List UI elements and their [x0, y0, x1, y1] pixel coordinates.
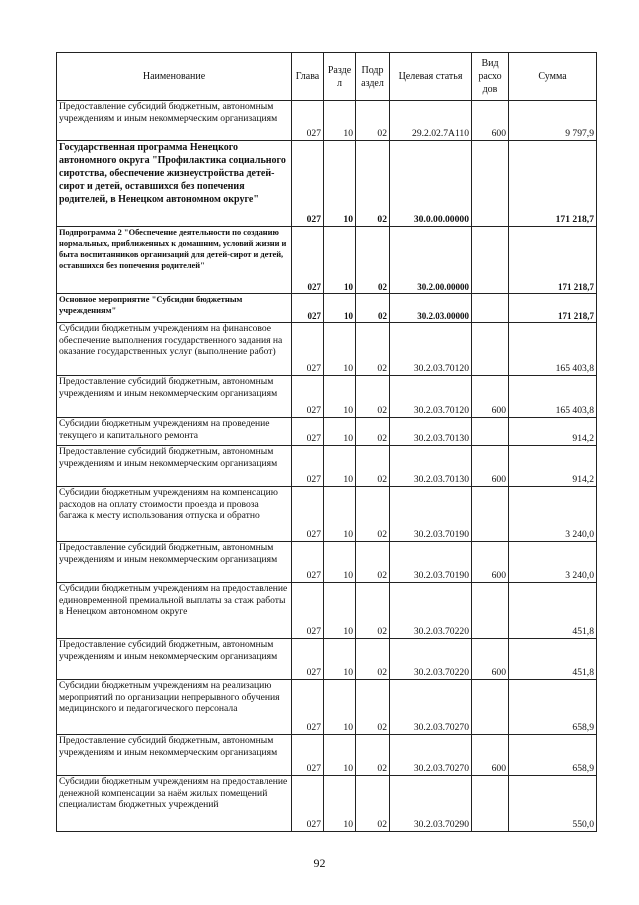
cell-razdel: 10 [324, 735, 356, 776]
cell-name: Субсидии бюджетным учреждениям на предоставление денежной компенсации за наём жилых помещений специалистам бюджетных учреждений [57, 776, 292, 832]
cell-vid [472, 776, 509, 832]
table-row [57, 735, 597, 776]
header-vid-line3: дов [482, 84, 498, 95]
cell-glava: 027 [292, 776, 324, 832]
cell-name: Предоставление субсидий бюджетным, автономным учреждениям и иным некоммерческим организациям [57, 639, 292, 680]
cell-vid: 600 [472, 376, 509, 418]
cell-celevaya: 30.2.03.70270 [390, 735, 472, 776]
table-row [57, 680, 597, 735]
cell-vid [472, 323, 509, 376]
cell-glava: 027 [292, 735, 324, 776]
header-row [57, 53, 597, 101]
table-row [57, 639, 597, 680]
cell-razdel: 10 [324, 776, 356, 832]
header-vid-line2: расхо [478, 71, 502, 82]
cell-razdel: 10 [324, 141, 356, 227]
cell-glava: 027 [292, 101, 324, 141]
cell-glava: 027 [292, 141, 324, 227]
cell-celevaya: 30.2.03.70270 [390, 680, 472, 735]
cell-name: Субсидии бюджетным учреждениям на реализацию мероприятий по организации непрерывного обучения медицинского и педагогического персонала [57, 680, 292, 735]
cell-vid [472, 680, 509, 735]
cell-glava: 027 [292, 446, 324, 487]
header-celevaya: Целевая статья [390, 53, 472, 101]
cell-razdel: 10 [324, 680, 356, 735]
cell-summa: 171 218,7 [509, 294, 597, 323]
cell-glava: 027 [292, 294, 324, 323]
cell-summa: 3 240,0 [509, 542, 597, 583]
cell-name: Предоставление субсидий бюджетным, автономным учреждениям и иным некоммерческим организациям [57, 735, 292, 776]
cell-summa: 3 240,0 [509, 487, 597, 542]
cell-name: Субсидии бюджетным учреждениям на компенсацию расходов на оплату стоимости проезда и провоза багажа к месту использования отпуска и обратно [57, 487, 292, 542]
cell-podrazdel: 02 [356, 487, 390, 542]
cell-summa: 451,8 [509, 583, 597, 639]
cell-name: Предоставление субсидий бюджетным, автономным учреждениям и иным некоммерческим организациям [57, 376, 292, 418]
cell-vid [472, 418, 509, 446]
cell-summa: 171 218,7 [509, 141, 597, 227]
cell-celevaya: 30.2.03.70290 [390, 776, 472, 832]
table-row [57, 141, 597, 227]
header-summa: Сумма [509, 53, 597, 101]
header-podrazdel-line2: аздел [361, 77, 384, 89]
header-razdel-line2: л [337, 77, 342, 89]
cell-glava: 027 [292, 227, 324, 294]
cell-podrazdel: 02 [356, 294, 390, 323]
cell-razdel: 10 [324, 376, 356, 418]
cell-podrazdel: 02 [356, 776, 390, 832]
cell-name: Субсидии бюджетным учреждениям на проведение текущего и капитального ремонта [57, 418, 292, 446]
cell-celevaya: 30.2.03.00000 [390, 294, 472, 323]
cell-razdel: 10 [324, 418, 356, 446]
cell-razdel: 10 [324, 101, 356, 141]
table-row [57, 418, 597, 446]
cell-podrazdel: 02 [356, 639, 390, 680]
cell-celevaya: 30.2.03.70190 [390, 487, 472, 542]
budget-table [56, 52, 597, 832]
cell-razdel: 10 [324, 227, 356, 294]
cell-celevaya: 30.2.03.70120 [390, 323, 472, 376]
table-row [57, 376, 597, 418]
cell-name: Субсидии бюджетным учреждениям на предоставление единовременной премиальной выплаты за стаж работы в Ненецком автономном округе [57, 583, 292, 639]
cell-vid: 600 [472, 101, 509, 141]
cell-celevaya: 30.2.03.70130 [390, 418, 472, 446]
cell-celevaya: 30.2.03.70130 [390, 446, 472, 487]
cell-glava: 027 [292, 487, 324, 542]
cell-razdel: 10 [324, 446, 356, 487]
cell-podrazdel: 02 [356, 101, 390, 141]
header-name: Наименование [57, 53, 292, 101]
cell-summa: 165 403,8 [509, 376, 597, 418]
cell-summa: 451,8 [509, 639, 597, 680]
cell-name: Подпрограмма 2 "Обеспечение деятельности по созданию нормальных, приближенных к домашним, условий жизни и быта воспитанников организаций для детей-сирот и детей, оставшихся без попечения родителей" [57, 227, 292, 294]
cell-glava: 027 [292, 583, 324, 639]
cell-glava: 027 [292, 323, 324, 376]
page-number: 92 [313, 856, 326, 870]
cell-vid: 600 [472, 446, 509, 487]
header-vid [472, 53, 509, 101]
cell-vid: 600 [472, 639, 509, 680]
cell-celevaya: 30.2.00.00000 [390, 227, 472, 294]
cell-summa: 658,9 [509, 680, 597, 735]
cell-podrazdel: 02 [356, 735, 390, 776]
header-razdel [324, 53, 356, 101]
cell-summa: 550,0 [509, 776, 597, 832]
cell-name: Государственная программа Ненецкого автономного округа "Профилактика социального сиротства, обеспечение жизнеустройства детей-сирот и детей, оставшихся без попечения родителей, в Ненецком автономном округе" [57, 141, 292, 227]
cell-celevaya: 30.2.03.70120 [390, 376, 472, 418]
cell-vid: 600 [472, 542, 509, 583]
cell-podrazdel: 02 [356, 542, 390, 583]
cell-celevaya: 29.2.02.7А110 [390, 101, 472, 141]
cell-vid [472, 141, 509, 227]
cell-podrazdel: 02 [356, 446, 390, 487]
cell-summa: 914,2 [509, 446, 597, 487]
cell-razdel: 10 [324, 639, 356, 680]
cell-vid: 600 [472, 735, 509, 776]
cell-glava: 027 [292, 542, 324, 583]
cell-name: Субсидии бюджетным учреждениям на финансовое обеспечение выполнения государственного задания на оказание государственных услуг (выполнение работ) [57, 323, 292, 376]
cell-razdel: 10 [324, 542, 356, 583]
cell-vid [472, 487, 509, 542]
table-row [57, 487, 597, 542]
header-razdel-line1: Разде [327, 64, 352, 76]
cell-summa: 9 797,9 [509, 101, 597, 141]
table-row [57, 294, 597, 323]
header-podrazdel [356, 53, 390, 101]
cell-vid [472, 294, 509, 323]
table-row [57, 101, 597, 141]
table-row [57, 583, 597, 639]
cell-celevaya: 30.2.03.70220 [390, 639, 472, 680]
cell-razdel: 10 [324, 323, 356, 376]
cell-summa: 658,9 [509, 735, 597, 776]
cell-glava: 027 [292, 376, 324, 418]
cell-podrazdel: 02 [356, 680, 390, 735]
cell-summa: 165 403,8 [509, 323, 597, 376]
cell-razdel: 10 [324, 583, 356, 639]
header-vid-line1: Вид [481, 58, 499, 69]
cell-name: Предоставление субсидий бюджетным, автономным учреждениям и иным некоммерческим организациям [57, 542, 292, 583]
cell-summa: 171 218,7 [509, 227, 597, 294]
cell-podrazdel: 02 [356, 227, 390, 294]
table-row [57, 227, 597, 294]
cell-podrazdel: 02 [356, 323, 390, 376]
cell-vid [472, 583, 509, 639]
cell-razdel: 10 [324, 294, 356, 323]
cell-celevaya: 30.2.03.70220 [390, 583, 472, 639]
header-glava: Глава [292, 53, 324, 101]
header-podrazdel-line1: Подр [361, 64, 384, 76]
cell-name: Предоставление субсидий бюджетным, автономным учреждениям и иным некоммерческим организациям [57, 101, 292, 141]
table-row [57, 446, 597, 487]
cell-podrazdel: 02 [356, 376, 390, 418]
cell-podrazdel: 02 [356, 141, 390, 227]
cell-podrazdel: 02 [356, 583, 390, 639]
cell-glava: 027 [292, 680, 324, 735]
cell-razdel: 10 [324, 487, 356, 542]
table-row [57, 542, 597, 583]
cell-glava: 027 [292, 639, 324, 680]
cell-glava: 027 [292, 418, 324, 446]
cell-vid [472, 227, 509, 294]
cell-podrazdel: 02 [356, 418, 390, 446]
table-row [57, 323, 597, 376]
cell-name: Предоставление субсидий бюджетным, автономным учреждениям и иным некоммерческим организациям [57, 446, 292, 487]
cell-name: Основное мероприятие "Субсидии бюджетным учреждениям" [57, 294, 292, 323]
cell-celevaya: 30.2.03.70190 [390, 542, 472, 583]
cell-celevaya: 30.0.00.00000 [390, 141, 472, 227]
cell-summa: 914,2 [509, 418, 597, 446]
table-row [57, 776, 597, 832]
